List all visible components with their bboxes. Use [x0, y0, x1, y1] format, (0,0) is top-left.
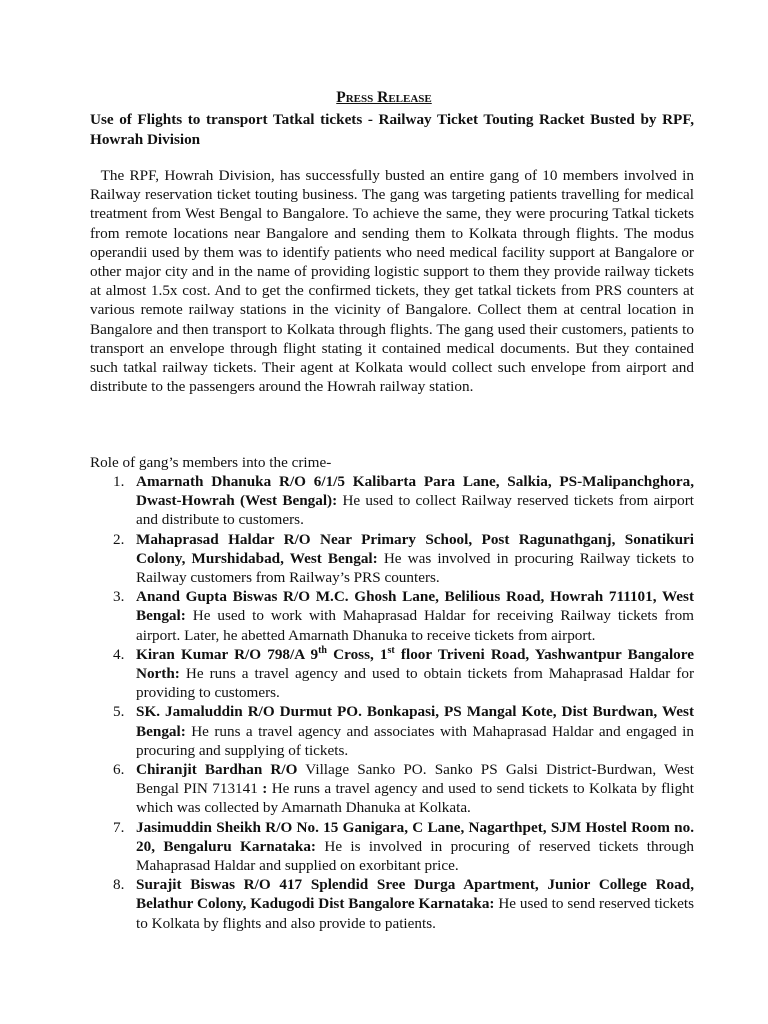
item-number: 7.: [113, 818, 125, 836]
headline: Use of Flights to transport Tatkal tickets - Railway Ticket Touting Racket Busted by RPF, Howrah Division: [90, 111, 694, 148]
list-item: [113, 760, 694, 818]
roles-intro: Role of gang’s members into the crime-: [90, 454, 332, 471]
member-address: Village Sanko PO. Sanko PS Galsi District-Burdwan, West Bengal PIN 713141: [136, 761, 694, 798]
item-number: 5.: [113, 703, 125, 721]
member-role: He was involved in procuring Railway tickets to Railway customers from Railway’s PRS counters.: [136, 549, 694, 587]
member-name: Mahaprasad Haldar R/O Near Primary School, Post Ragunathganj, Sonatikuri Colony, Murshidabad, West Bengal:: [136, 530, 694, 567]
member-role: He used to work with Mahaprasad Haldar for receiving Railway tickets from airport. Later, he abetted Amarnath Dhanuka to receive tickets from airport.: [136, 607, 694, 644]
list-item: [113, 472, 694, 530]
member-name: Anand Gupta Biswas R/O M.C. Ghosh Lane, Belilious Road, Howrah 711101, West Bengal:: [136, 588, 694, 625]
ordinal-suffix: th: [318, 644, 327, 656]
member-name-part: Cross, 1: [327, 645, 388, 663]
item-number: 4.: [113, 645, 125, 663]
member-name: Amarnath Dhanuka R/O 6/1/5 Kalibarta Para Lane, Salkia, PS-Malipanchghora, Dwast-Howrah (West Bengal):: [136, 473, 694, 510]
member-role: He runs a travel agency and used to send tickets to Kolkata by flight which was collected by Amarnath Dhanuka at Kolkata.: [136, 780, 694, 817]
document-title: Press Release: [336, 89, 432, 106]
item-number: 1.: [113, 473, 125, 490]
member-name-part: Kiran Kumar R/O 798/A 9: [136, 645, 319, 663]
item-number: 2.: [113, 530, 125, 548]
list-item: [113, 875, 694, 933]
list-item: [113, 702, 694, 760]
member-role: He is involved in procuring of reserved tickets through Mahaprasad Haldar and supplied on exorbitant price.: [136, 837, 695, 875]
item-number: 6.: [113, 761, 125, 779]
member-colon: :: [262, 780, 268, 798]
list-item: [113, 530, 694, 588]
item-number: 3.: [113, 588, 125, 606]
member-role: He used to send reserved tickets to Kolkata by flights and also provide to patients.: [136, 895, 694, 932]
list-item: [113, 818, 694, 876]
member-role: He runs a travel agency and used to obtain tickets from Mahaprasad Haldar for providing to customers.: [136, 665, 694, 702]
item-number: 8.: [113, 876, 125, 894]
list-item: [113, 587, 694, 645]
member-role: He used to collect Railway reserved tickets from airport and distribute to customers.: [136, 492, 694, 529]
member-name: Jasimuddin Sheikh R/O No. 15 Ganigara, C Lane, Nagarthpet, SJM Hostel Room no. 20, Bengaluru Karnataka:: [136, 818, 694, 855]
list-item: [113, 645, 694, 703]
ordinal-suffix: st: [387, 644, 395, 656]
member-name: Chiranjit Bardhan R/O: [136, 761, 298, 779]
member-name: SK. Jamaluddin R/O Durmut PO. Bonkapasi, PS Mangal Kote, Dist Burdwan, West Bengal:: [136, 703, 694, 740]
members-list: [113, 472, 694, 933]
body-paragraph: The RPF, Howrah Division, has successfully busted an entire gang of 10 members involved in Railway reservation ticket touting business. The gang was targeting patients travelling for medical treatment from West Bengal to Bangalore. To achieve the same, they were procuring Tatkal tickets from remote locations near Bangalore and sending them to Kolkata through flights. The modus operandii used by them was to identify patients who need medical facility support at Bangalore or other major city and in the name of providing logistic support to them they provide railway tickets at almost 1.5x cost. And to get the confirmed tickets, they get tatkal tickets from PRS counters at various remote railway stations in the vicinity of Bangalore. Collect them at central location in Bangalore and then transport to Kolkata through flights. The gang used their customers, patients to transport an envelope through flight stating it contained medical documents. But they contained such tatkal railway tickets. Their agent at Kolkata would collect such envelope from airport and distribute to the passengers around the Howrah railway station.: [90, 167, 694, 396]
member-name: Surajit Biswas R/O 417 Splendid Sree Durga Apartment, Junior College Road, Belathur Colony, Kadugodi Dist Bangalore Karnataka:: [136, 876, 694, 913]
member-role: He runs a travel agency and associates with Mahaprasad Haldar and engaged in procuring and supplying of tickets.: [136, 722, 694, 759]
member-name-part: floor Triveni Road, Yashwantpur Bangalore North:: [136, 645, 694, 683]
